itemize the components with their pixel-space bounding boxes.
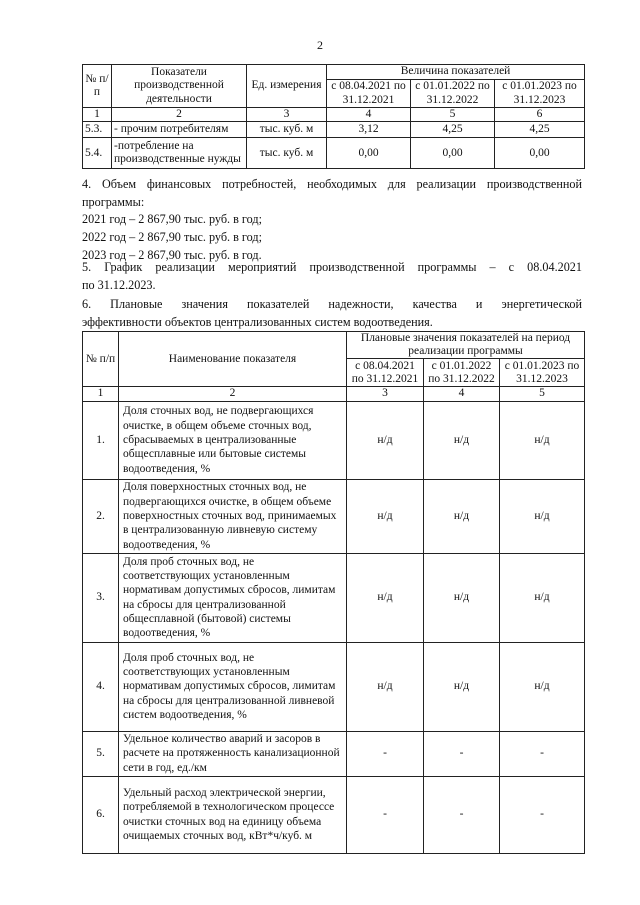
row-value-1: н/д [347,479,424,553]
table-row [83,642,585,731]
col-num: 4 [327,108,411,122]
header-num: № п/п [83,332,119,387]
header-period-3: с 01.01.2023 по 31.12.2023 [495,80,585,108]
table-row [83,122,585,138]
row-value-3: - [500,731,585,776]
table-row [83,776,585,853]
column-numbers-row [83,108,585,122]
row-value-1: 0,00 [327,138,411,169]
row-value-1: н/д [347,642,424,731]
column-numbers-row [83,387,585,401]
row-value-3: 0,00 [495,138,585,169]
table-row [83,401,585,479]
section-6-line: эффективности объектов централизованных систем водоотведения. [82,314,433,329]
section-4-line: программы: [82,194,145,209]
section-6-reliability-values [82,296,582,331]
header-period-3: с 01.01.2023 по 31.12.2023 [500,359,585,387]
header-values-group: Величина показателей [327,65,585,80]
row-value-3: н/д [500,642,585,731]
reliability-indicators-table [82,331,585,854]
col-num: 3 [247,108,327,122]
section-6-line: 6. Плановые значения показателей надежности, качества и энергетической [82,297,582,311]
header-period-1: с 08.04.2021 по 31.12.2021 [327,80,411,108]
header-name: Наименование показателя [119,332,347,387]
page-number: 2 [317,38,323,52]
header-indicators: Показатели производственной деятельности [112,65,247,108]
row-value-1: н/д [347,401,424,479]
table-row [83,479,585,553]
row-value-2: н/д [424,479,500,553]
section-5-line: 5. График реализации мероприятий производственной программы – с 08.04.2021 [82,260,582,274]
header-period-1: с 08.04.2021 по 31.12.2021 [347,359,424,387]
col-num: 4 [424,387,500,401]
row-name: Удельное количество аварий и засоров в расчете на протяженность канализационной сети в год, ед./км [119,731,347,776]
row-name: Доля поверхностных сточных вод, не подвергающихся очистке, в общем объеме поверхностных сточных вод, принимаемых в централизованную ливневую систему водоотведения, % [119,479,347,553]
section-4-line: 2022 год – 2 867,90 тыс. руб. в год; [82,230,262,245]
section-5-line: по 31.12.2023. [82,277,156,292]
row-num: 6. [83,776,119,853]
col-num: 2 [112,108,247,122]
row-num: 5. [83,731,119,776]
row-value-1: - [347,776,424,853]
row-unit: тыс. куб. м [247,138,327,169]
header-period-2: с 01.01.2022 по 31.12.2022 [424,359,500,387]
section-4-line: 2023 год – 2 867,90 тыс. руб. в год. [82,247,262,262]
row-value-1: - [347,731,424,776]
row-name: - прочим потребителям [112,122,247,138]
row-value-2: - [424,776,500,853]
row-value-2: н/д [424,642,500,731]
section-4-line: 4. Объем финансовых потребностей, необходимых для реализации производственной [82,177,582,191]
col-num: 3 [347,387,424,401]
row-value-1: н/д [347,553,424,642]
row-value-3: н/д [500,479,585,553]
table-row [83,553,585,642]
col-num: 6 [495,108,585,122]
row-value-2: - [424,731,500,776]
row-value-3: н/д [500,401,585,479]
row-num: 3. [83,553,119,642]
row-value-3: - [500,776,585,853]
header-num: № п/п [83,65,112,108]
row-value-2: н/д [424,401,500,479]
row-unit: тыс. куб. м [247,122,327,138]
row-name: Доля сточных вод, не подвергающихся очистке, в общем объеме сточных вод, сбрасываемых в централизованные общесплавные или бытовые системы водоотведения, % [119,401,347,479]
row-name: Доля проб сточных вод, не соответствующих установленным нормативам допустимых сбросов, лимитам на сбросы для централизованной ливневой систем водоотведения, % [119,642,347,731]
table-row [83,731,585,776]
row-value-3: 4,25 [495,122,585,138]
row-name: Удельный расход электрической энергии, потребляемой в технологическом процессе очистки сточных вод на единицу объема очищаемых сточных вод, кВт*ч/куб. м [119,776,347,853]
row-value-2: н/д [424,553,500,642]
col-num: 1 [83,108,112,122]
table-row [83,138,585,169]
row-value-1: 3,12 [327,122,411,138]
section-5-schedule [82,259,582,294]
row-num: 5.3. [83,122,112,138]
production-indicators-table [82,64,585,169]
header-period-2: с 01.01.2022 по 31.12.2022 [411,80,495,108]
row-num: 5.4. [83,138,112,169]
row-num: 2. [83,479,119,553]
row-value-2: 0,00 [411,138,495,169]
row-value-3: н/д [500,553,585,642]
col-num: 5 [411,108,495,122]
section-4-line: 2021 год – 2 867,90 тыс. руб. в год; [82,212,262,227]
header-planned-group: Плановые значения показателей на период реализации программы [347,332,585,359]
col-num: 5 [500,387,585,401]
header-unit: Ед. измерения [247,65,327,108]
row-name: -потребление на производственные нужды [112,138,247,169]
row-value-2: 4,25 [411,122,495,138]
col-num: 2 [119,387,347,401]
section-4-financial-needs [82,176,582,264]
row-num: 1. [83,401,119,479]
col-num: 1 [83,387,119,401]
row-num: 4. [83,642,119,731]
row-name: Доля проб сточных вод, не соответствующих установленным нормативам допустимых сбросов, лимитам на сбросы для централизованной общесплавной (бытовой) системы водоотведения, % [119,553,347,642]
